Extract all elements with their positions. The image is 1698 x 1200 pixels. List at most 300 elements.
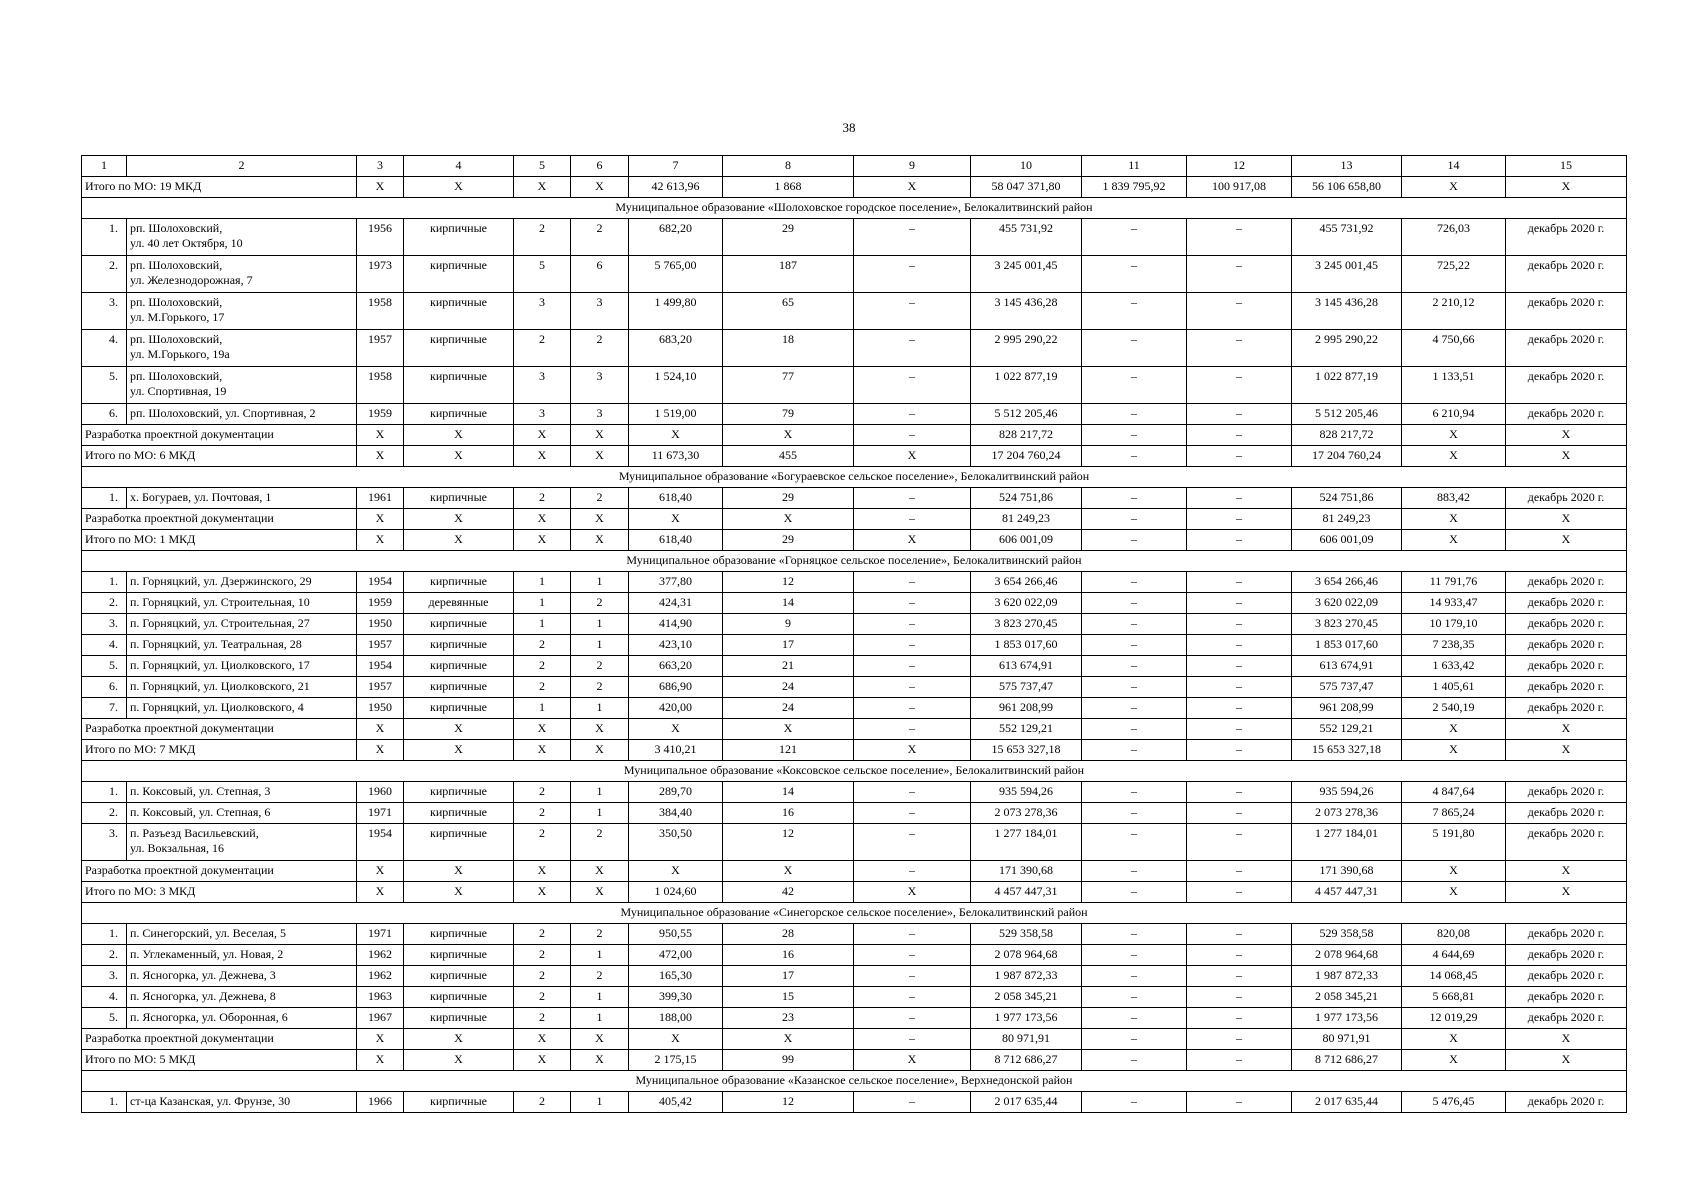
table-cell: 42 [723,882,854,903]
table-cell: 1973 [357,256,404,293]
table-cell: 1966 [357,1092,404,1113]
table-cell: декабрь 2020 г. [1506,782,1627,803]
table-cell: X [571,177,629,198]
table-cell: X [1506,509,1627,530]
table-cell: 1 [571,1092,629,1113]
section-row [82,467,1627,488]
table-cell: – [1082,803,1187,824]
total-row [82,509,1627,530]
table-cell: X [854,882,971,903]
table-cell: 1958 [357,367,404,404]
table-cell: 2 [571,330,629,367]
table-cell: 725,22 [1402,256,1506,293]
table-cell: декабрь 2020 г. [1506,404,1627,425]
table-cell: X [571,509,629,530]
table-row [82,924,1627,945]
table-cell: декабрь 2020 г. [1506,1008,1627,1029]
table-cell: X [514,740,571,761]
table-cell: 79 [723,404,854,425]
table-cell: 405,42 [629,1092,723,1113]
table-cell: – [1187,677,1292,698]
table-cell: 18 [723,330,854,367]
table-cell: X [357,882,404,903]
table-cell: – [1187,614,1292,635]
table-cell: 726,03 [1402,219,1506,256]
table-cell: – [1187,488,1292,509]
table-cell: 1 987 872,33 [971,966,1082,987]
table-cell: 1 022 877,19 [971,367,1082,404]
table-cell: 663,20 [629,656,723,677]
table-cell: 524 751,86 [971,488,1082,509]
table-cell: 1 [514,698,571,719]
table-cell: 1959 [357,593,404,614]
table-cell: 1 [571,1008,629,1029]
table-cell: 2 540,19 [1402,698,1506,719]
table-cell: декабрь 2020 г. [1506,1092,1627,1113]
table-cell: 1950 [357,698,404,719]
table-cell: 21 [723,656,854,677]
table-cell: 552 129,21 [971,719,1082,740]
table-cell: X [571,719,629,740]
table-cell: кирпичные [404,330,514,367]
table-cell: 1 [571,987,629,1008]
table-cell: декабрь 2020 г. [1506,677,1627,698]
table-cell: X [723,425,854,446]
table-cell: 2 [514,945,571,966]
row-label: Разработка проектной документации [82,425,357,446]
table-cell: X [404,446,514,467]
table-cell: 3 654 266,46 [971,572,1082,593]
table-cell: кирпичные [404,488,514,509]
table-cell: 3 620 022,09 [1292,593,1402,614]
table-cell: – [1082,593,1187,614]
table-cell: декабрь 2020 г. [1506,219,1627,256]
total-row [82,882,1627,903]
table-cell: – [1082,404,1187,425]
column-header: 7 [629,156,723,177]
table-cell: 2 078 964,68 [1292,945,1402,966]
table-cell: X [357,861,404,882]
table-cell: 2 [514,488,571,509]
table-cell: X [357,446,404,467]
row-number: 2. [82,803,127,824]
address-cell: п. Ясногорка, ул. Дежнева, 8 [127,987,357,1008]
table-cell: 188,00 [629,1008,723,1029]
row-label: Итого по МО: 19 МКД [82,177,357,198]
total-row [82,530,1627,551]
row-label: Итого по МО: 5 МКД [82,1050,357,1071]
table-cell: 5 512 205,46 [1292,404,1402,425]
table-cell: – [1187,330,1292,367]
row-number: 4. [82,635,127,656]
row-number: 2. [82,593,127,614]
table-cell: 1 405,61 [1402,677,1506,698]
table-cell: декабрь 2020 г. [1506,698,1627,719]
table-cell: – [1082,367,1187,404]
table-cell: – [854,677,971,698]
section-title: Муниципальное образование «Богураевское сельское поселение», Белокалитвинский район [82,467,1627,488]
table-row [82,614,1627,635]
row-number: 3. [82,824,127,861]
table-cell: X [571,861,629,882]
table-cell: декабрь 2020 г. [1506,945,1627,966]
address-cell: п. Коксовый, ул. Степная, 3 [127,782,357,803]
table-cell: 424,31 [629,593,723,614]
table-cell: – [1082,219,1187,256]
table-cell: 4 847,64 [1402,782,1506,803]
table-cell: 2 [514,219,571,256]
table-cell: 529 358,58 [1292,924,1402,945]
table-cell: – [854,404,971,425]
row-number: 5. [82,656,127,677]
address-cell: рп. Шолоховский, ул. Спортивная, 19 [127,367,357,404]
row-number: 1. [82,924,127,945]
table-cell: 524 751,86 [1292,488,1402,509]
row-label: Итого по МО: 6 МКД [82,446,357,467]
table-cell: X [723,509,854,530]
table-cell: X [357,530,404,551]
table-cell: 99 [723,1050,854,1071]
table-cell: X [514,446,571,467]
table-cell: 5 191,80 [1402,824,1506,861]
table-cell: 2 [514,987,571,1008]
table-cell: X [571,1029,629,1050]
table-cell: 2 [571,924,629,945]
table-cell: – [1187,530,1292,551]
table-cell: X [514,1029,571,1050]
table-cell: декабрь 2020 г. [1506,656,1627,677]
table-cell: X [404,530,514,551]
table-cell: 472,00 [629,945,723,966]
table-cell: X [1402,882,1506,903]
table-cell: X [1506,740,1627,761]
table-cell: X [1506,719,1627,740]
table-cell: – [1082,488,1187,509]
table-cell: – [854,509,971,530]
table-cell: декабрь 2020 г. [1506,803,1627,824]
table-cell: X [629,425,723,446]
table-cell: – [1082,425,1187,446]
table-cell: – [1187,656,1292,677]
table-cell: 3 145 436,28 [971,293,1082,330]
table-cell: декабрь 2020 г. [1506,593,1627,614]
row-label: Итого по МО: 3 МКД [82,882,357,903]
table-cell: 2 017 635,44 [971,1092,1082,1113]
table-cell: 2 [571,677,629,698]
table-cell: – [1187,593,1292,614]
table-cell: – [854,293,971,330]
address-cell: х. Богураев, ул. Почтовая, 1 [127,488,357,509]
table-cell: X [1506,1029,1627,1050]
table-cell: – [1082,740,1187,761]
table-cell: 65 [723,293,854,330]
table-cell: X [357,177,404,198]
table-cell: кирпичные [404,924,514,945]
table-cell: 575 737,47 [1292,677,1402,698]
table-cell: 2 073 278,36 [1292,803,1402,824]
table-cell: 3 [514,293,571,330]
table-cell: 1 277 184,01 [1292,824,1402,861]
table-cell: декабрь 2020 г. [1506,293,1627,330]
table-cell: X [404,861,514,882]
table-cell: 828 217,72 [971,425,1082,446]
table-cell: X [1402,740,1506,761]
table-cell: кирпичные [404,1008,514,1029]
table-cell: декабрь 2020 г. [1506,635,1627,656]
address-cell: п. Горняцкий, ул. Дзержинского, 29 [127,572,357,593]
table-cell: 289,70 [629,782,723,803]
table-cell: – [1082,1029,1187,1050]
table-cell: – [854,1029,971,1050]
table-cell: – [1082,293,1187,330]
table-cell: X [1402,177,1506,198]
table-cell: – [1187,367,1292,404]
table-cell: 5 765,00 [629,256,723,293]
table-cell: кирпичные [404,367,514,404]
table-cell: декабрь 2020 г. [1506,330,1627,367]
table-cell: 1 499,80 [629,293,723,330]
table-cell: 1 [571,782,629,803]
row-label: Итого по МО: 1 МКД [82,530,357,551]
table-cell: 575 737,47 [971,677,1082,698]
table-cell: кирпичные [404,404,514,425]
table-cell: 1 022 877,19 [1292,367,1402,404]
table-cell: X [1402,509,1506,530]
table-cell: 17 [723,966,854,987]
table-cell: – [1082,330,1187,367]
row-number: 1. [82,488,127,509]
table-cell: – [1187,719,1292,740]
table-cell: 423,10 [629,635,723,656]
table-row [82,293,1627,330]
address-cell: п. Ясногорка, ул. Оборонная, 6 [127,1008,357,1029]
table-cell: – [854,614,971,635]
table-cell: X [854,740,971,761]
table-cell: – [1187,945,1292,966]
section-title: Муниципальное образование «Шолоховское городское поселение», Белокалитвинский район [82,198,1627,219]
table-cell: 14 [723,593,854,614]
table-cell: X [571,425,629,446]
table-cell: – [854,782,971,803]
table-cell: 618,40 [629,530,723,551]
table-cell: X [514,509,571,530]
table-cell: 2 [571,488,629,509]
table-cell: 2 [514,782,571,803]
table-cell: кирпичные [404,614,514,635]
table-cell: X [571,446,629,467]
table-cell: – [1082,635,1187,656]
table-row [82,1008,1627,1029]
table-cell: 3 245 001,45 [971,256,1082,293]
table-cell: 3 [571,293,629,330]
table-cell: – [1082,861,1187,882]
table-cell: – [854,719,971,740]
table-cell: 2 995 290,22 [1292,330,1402,367]
table-cell: 81 249,23 [1292,509,1402,530]
table-cell: 3 823 270,45 [1292,614,1402,635]
table-cell: – [1082,698,1187,719]
table-cell: 935 594,26 [971,782,1082,803]
table-cell: X [357,509,404,530]
table-cell: 420,00 [629,698,723,719]
table-cell: 56 106 658,80 [1292,177,1402,198]
table-cell: – [1082,719,1187,740]
table-cell: 2 [514,656,571,677]
table-cell: 100 917,08 [1187,177,1292,198]
table-cell: 1954 [357,824,404,861]
table-cell: – [854,966,971,987]
table-cell: – [1187,404,1292,425]
table-cell: 613 674,91 [971,656,1082,677]
table-cell: 1 853 017,60 [1292,635,1402,656]
table-cell: 1962 [357,945,404,966]
table-cell: – [854,987,971,1008]
section-title: Муниципальное образование «Синегорское сельское поселение», Белокалитвинский район [82,903,1627,924]
table-cell: 455 731,92 [1292,219,1402,256]
table-cell: 23 [723,1008,854,1029]
table-cell: 12 [723,824,854,861]
table-cell: 1 633,42 [1402,656,1506,677]
column-header: 3 [357,156,404,177]
table-cell: X [723,719,854,740]
address-cell: п. Горняцкий, ул. Циолковского, 17 [127,656,357,677]
table-cell: X [514,425,571,446]
table-cell: кирпичные [404,256,514,293]
table-row [82,656,1627,677]
table-cell: 3 410,21 [629,740,723,761]
section-title: Муниципальное образование «Коксовское сельское поселение», Белокалитвинский район [82,761,1627,782]
table-cell: X [629,1029,723,1050]
row-number: 1. [82,782,127,803]
total-row [82,1029,1627,1050]
table-cell: X [357,719,404,740]
table-cell: X [571,1050,629,1071]
table-cell: 5 668,81 [1402,987,1506,1008]
table-cell: 15 653 327,18 [971,740,1082,761]
table-cell: 5 512 205,46 [971,404,1082,425]
table-cell: 377,80 [629,572,723,593]
table-cell: 2 [514,635,571,656]
table-cell: 529 358,58 [971,924,1082,945]
table-cell: 12 [723,1092,854,1113]
column-header-row [82,156,1627,177]
table-cell: X [404,509,514,530]
row-number: 1. [82,1092,127,1113]
table-cell: – [1187,987,1292,1008]
address-cell: п. Разъезд Васильевский, ул. Вокзальная, 16 [127,824,357,861]
table-row [82,219,1627,256]
table-cell: X [1402,719,1506,740]
table-cell: – [854,367,971,404]
table-cell: X [357,1029,404,1050]
table-cell: 11 673,30 [629,446,723,467]
table-cell: 171 390,68 [971,861,1082,882]
table-cell: – [854,861,971,882]
row-number: 4. [82,987,127,1008]
row-number: 3. [82,966,127,987]
table-row [82,945,1627,966]
table-cell: – [1187,293,1292,330]
table-cell: – [854,656,971,677]
table-cell: X [571,882,629,903]
table-cell: 828 217,72 [1292,425,1402,446]
table-cell: X [357,425,404,446]
table-body [82,177,1627,1113]
table-cell: 15 [723,987,854,1008]
table-cell: – [1082,509,1187,530]
table-cell: – [1187,740,1292,761]
table-cell: – [854,698,971,719]
address-cell: п. Горняцкий, ул. Циолковского, 21 [127,677,357,698]
table-cell: 384,40 [629,803,723,824]
table-cell: 2 [514,924,571,945]
table-cell: – [1187,782,1292,803]
total-row [82,719,1627,740]
table-cell: декабрь 2020 г. [1506,824,1627,861]
table-cell: деревянные [404,593,514,614]
table-cell: 12 [723,572,854,593]
total-row [82,177,1627,198]
table-cell: X [1402,446,1506,467]
table-cell: 8 712 686,27 [971,1050,1082,1071]
table-cell: декабрь 2020 г. [1506,256,1627,293]
row-label: Разработка проектной документации [82,1029,357,1050]
table-cell: 5 476,45 [1402,1092,1506,1113]
row-label: Разработка проектной документации [82,719,357,740]
table-cell: X [404,177,514,198]
address-cell: п. Углекаменный, ул. Новая, 2 [127,945,357,966]
table-cell: 606 001,09 [1292,530,1402,551]
row-number: 5. [82,367,127,404]
table-cell: 820,08 [1402,924,1506,945]
table-cell: 121 [723,740,854,761]
table-cell: 950,55 [629,924,723,945]
table-cell: X [571,530,629,551]
table-row [82,966,1627,987]
table-cell: X [571,740,629,761]
table-cell: 1 [514,572,571,593]
table-cell: 2 210,12 [1402,293,1506,330]
table-cell: X [1506,425,1627,446]
table-cell: – [1187,1008,1292,1029]
table-cell: 1 [514,614,571,635]
table-cell: 1 133,51 [1402,367,1506,404]
table-cell: – [1082,1008,1187,1029]
table-cell: – [854,425,971,446]
address-cell: п. Горняцкий, ул. Строительная, 27 [127,614,357,635]
table-cell: X [629,861,723,882]
table-cell: 1963 [357,987,404,1008]
table-cell: X [723,861,854,882]
address-cell: рп. Шолоховский, ул. Железнодорожная, 7 [127,256,357,293]
table-cell: 1954 [357,656,404,677]
table-cell: X [404,740,514,761]
table-cell: 29 [723,219,854,256]
table-cell: 935 594,26 [1292,782,1402,803]
table-row [82,803,1627,824]
table-cell: 1958 [357,293,404,330]
row-label: Разработка проектной документации [82,861,357,882]
table-cell: 3 [514,367,571,404]
table-cell: кирпичные [404,824,514,861]
table-cell: X [854,446,971,467]
table-cell: – [854,945,971,966]
table-cell: кирпичные [404,987,514,1008]
table-cell: 7 238,35 [1402,635,1506,656]
table-cell: 3 823 270,45 [971,614,1082,635]
section-row [82,761,1627,782]
table-cell: X [1506,177,1627,198]
